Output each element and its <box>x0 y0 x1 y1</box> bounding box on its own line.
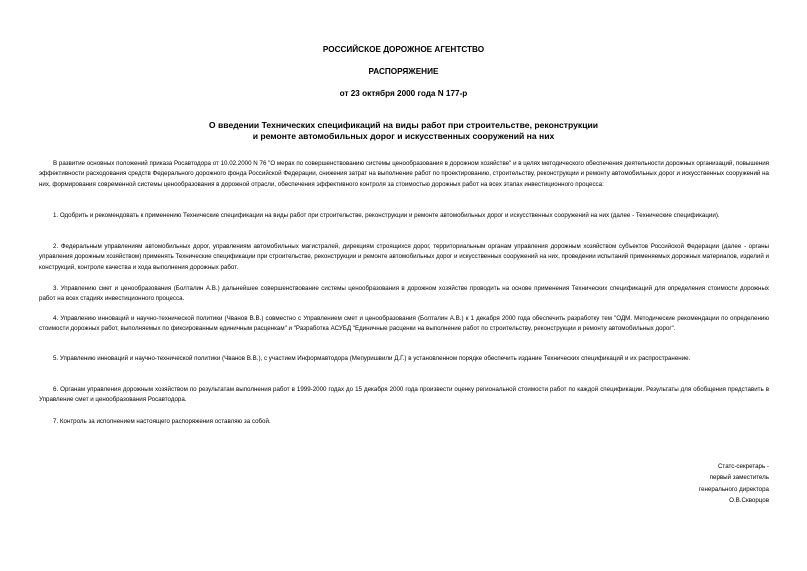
clause-6-paragraph: 6. Органам управления дорожным хозяйством по результатам выполнения работ в 1999-2000 годах до 15 декабря 2000 года произвести оценку региональной стоимости работ по каждой спецификации. Результаты для обобщения представить в Управление смет и ценообразования Росавтодора. <box>39 386 769 404</box>
clause-4-paragraph: 4. Управлению инноваций и научно-технической политики (Чванов В.В.) совместно с Управлением смет и ценообразования (Болталин А.В.) к 1 декабря 2000 года обеспечить разработку тем "ОДМ. Методические рекомендации по определению стоимости дорожных работ, выполняемых по фиксированным единичным расценкам" и "Разработка АСУБД "Единичные расценки на выполнение работ по строительству, реконструкции и ремонту автомобильных дорог". <box>39 315 769 333</box>
clause-5-paragraph: 5. Управлению инноваций и научно-технической политики (Чванов В.В.), с участием Информавтодора (Мепуришвили Д.Г.) в установленном порядке обеспечить издание Технических спецификаций и их распространение. <box>53 355 691 362</box>
title-line-2: и ремонте автомобильных дорог и искусственных сооружений на них <box>252 130 555 141</box>
clause-7-paragraph: 7. Контроль за исполнением настоящего распоряжения оставляю за собой. <box>53 418 271 425</box>
signature-title-line-1: Статс-секретарь - <box>717 463 769 470</box>
document-title <box>0 120 807 141</box>
document-type: РАСПОРЯЖЕНИЕ <box>368 67 439 76</box>
signature-title-line-3: генерального директора <box>698 485 769 493</box>
clause-2-paragraph: 2. Федеральным управлениям автомобильных дорог, управлениям автомобильных магистралей, дирекциям строящихся дорог, территориальным органам управления дорожным хозяйством субъектов Российской Федерации (далее - органы управления дорожным хозяйством) применять Технические спецификации при строительстве, реконструкции и ремонте автомобильных дорог и искусственных сооружений на них, проведении испытаний применяемых дорожных материалов, изделий и конструкций, контроле качества и хода выполнения дорожных работ. <box>39 243 769 271</box>
signatory-name: О.В.Скворцов <box>729 497 769 505</box>
signature-title-line-2: первый заместитель <box>709 474 769 482</box>
signature-block <box>699 461 769 507</box>
agency-name: РОССИЙСКОЕ ДОРОЖНОЕ АГЕНТСТВО <box>322 45 485 54</box>
title-line-1: О введении Технических спецификаций на виды работ при строительстве, реконструкции <box>208 120 599 130</box>
clause-1-paragraph: 1. Одобрить и рекомендовать к применению Технические спецификации на виды работ при строительстве, реконструкции и ремонте автомобильных дорог и искусственных сооружений на них (далее - Технические спецификации). <box>53 212 720 219</box>
preamble-paragraph: В развитие основных положений приказа Росавтодора от 10.02.2000 N 76 "О мерах по совершенствованию системы ценообразования в дорожном хозяйстве" и в целях методического обеспечения деятельности дорожных организаций, повышения эффективности расходования средств Федерального дорожного фонда Российской Федерации, снижения затрат на выполнение работ по проектированию, строительству, реконструкции и ремонту автомобильных дорог и искусственных сооружений на них, формирования современной системы ценообразования в дорожной отрасли, обеспечения эффективного контроля за стоимостью дорожных работ на всех этапах инвестиционного процесса: <box>39 160 769 188</box>
document-date: от 23 октября 2000 года N 177-р <box>339 89 468 98</box>
clause-3-paragraph: 3. Управлению смет и ценообразования (Болталин А.В.) дальнейшее совершенствование системы ценообразования в дорожном хозяйстве проводить на основе применения Технических спецификаций для определения стоимости дорожных работ на всех стадиях инвестиционного процесса. <box>39 285 769 303</box>
